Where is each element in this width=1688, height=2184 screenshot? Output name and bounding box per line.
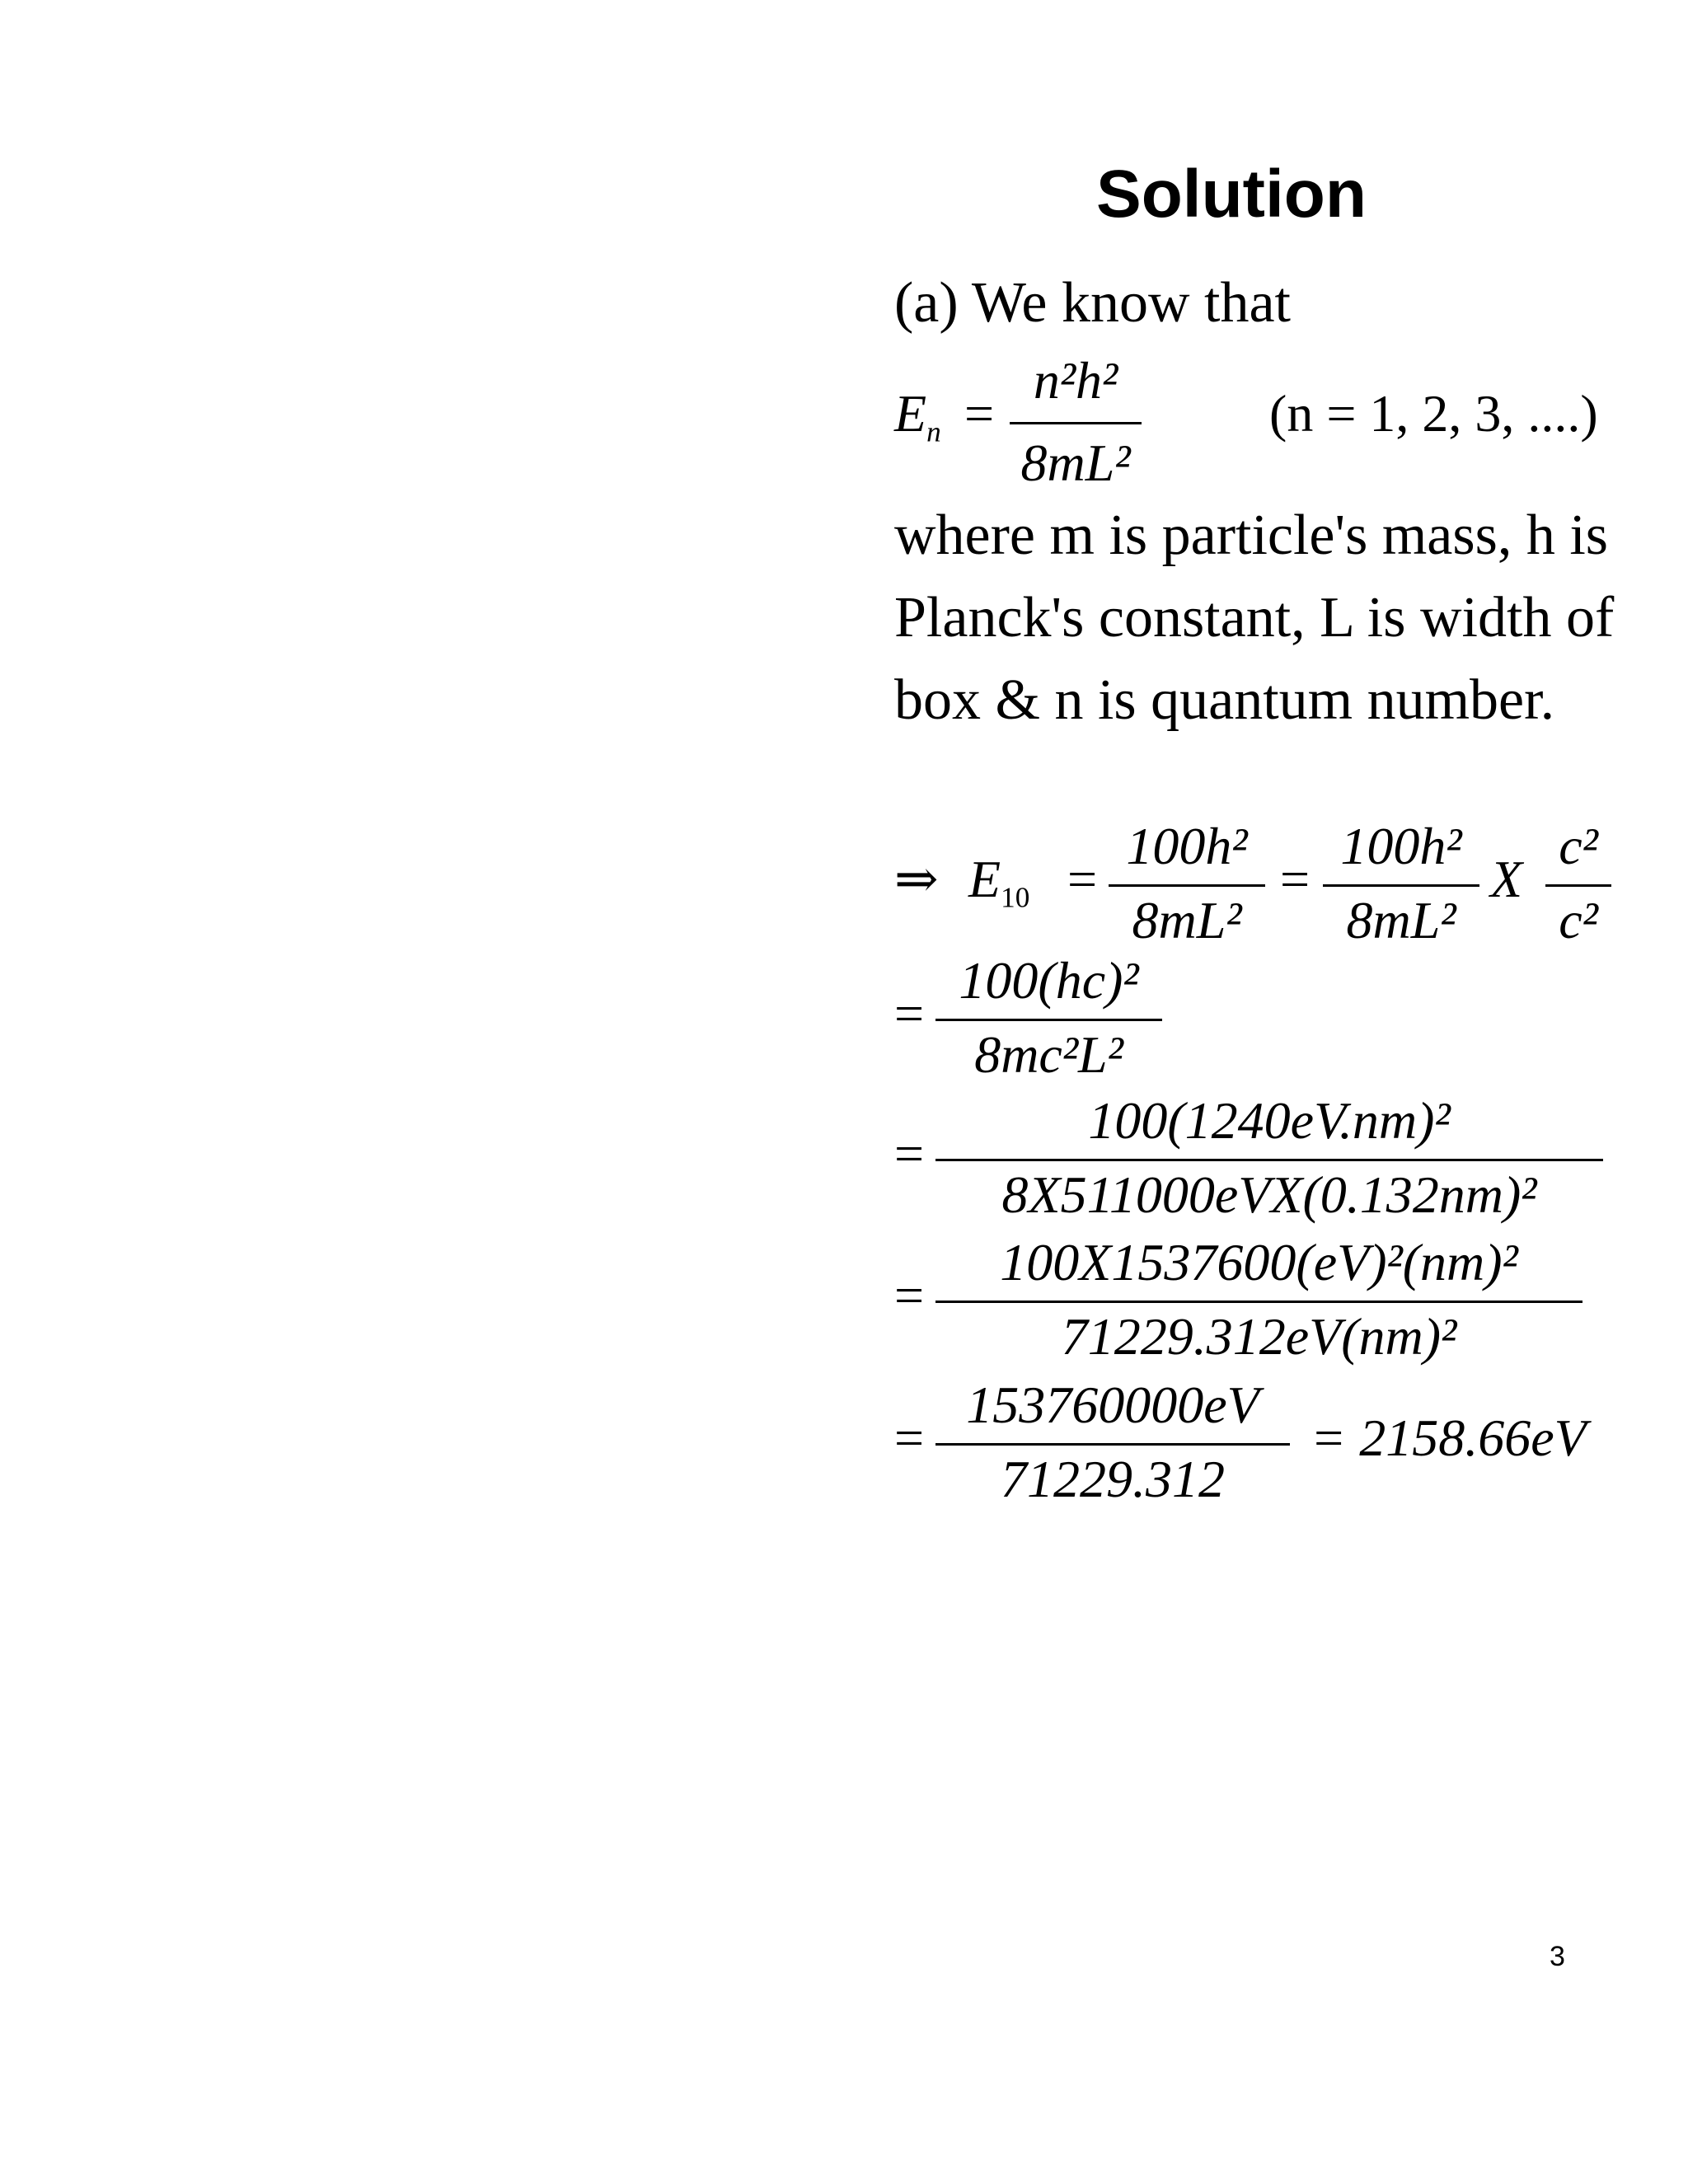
explanation-line-1: where m is particle's mass, h is [894,504,1609,567]
step3-num: 100(1240eV.nm)² [1088,1091,1451,1150]
step1-frac3-den: c² [1559,891,1598,949]
formula-denominator: 8mL² [1020,434,1131,492]
times-x: X [1490,850,1523,908]
fraction-bar [935,1443,1290,1446]
formula-condition: (n = 1, 2, 3, ....) [1269,384,1598,443]
step1-lhs: $E_{10}$ [968,850,1030,914]
fraction-bar [935,1301,1582,1303]
step2-num: 100(hc)² [959,951,1139,1010]
fraction-bar [1010,422,1142,424]
step1-frac2-den: 8mL² [1346,891,1456,949]
step1-frac1-num: 100h² [1126,817,1248,875]
step4-den: 71229.312eV(nm)² [1061,1307,1457,1366]
fraction-bar [1323,884,1479,887]
step3-den: 8X511000eVX(0.132nm)² [1001,1165,1537,1224]
fraction-bar [935,1159,1603,1161]
explanation-line-3: box & n is quantum number. [894,668,1555,732]
step5-num: 153760000eV [966,1376,1259,1434]
formula-numerator: n²h² [1033,351,1118,410]
final-result: = 2158.66eV [1311,1408,1587,1467]
equals-sign: = [1280,850,1311,908]
equals-sign: = [964,384,995,443]
equals-sign: = [894,1124,925,1183]
formula-lhs: $E_n$ [894,384,941,448]
equals-sign: = [894,1408,925,1467]
page-title: Solution [1096,157,1367,232]
fraction-bar [1545,884,1611,887]
page-number: 3 [1550,1941,1565,1972]
equals-sign: = [894,1266,925,1324]
fraction-bar [1109,884,1265,887]
intro-text: (a) We know that [894,271,1291,335]
step1-frac3-num: c² [1559,817,1598,875]
step2-den: 8mc²L² [974,1025,1123,1084]
step1-frac2-num: 100h² [1340,817,1462,875]
equals-sign: = [894,984,925,1043]
implies-arrow: ⇒ [894,850,939,908]
step5-den: 71229.312 [1001,1450,1225,1508]
fraction-bar [935,1019,1162,1021]
step1-frac1-den: 8mL² [1132,891,1242,949]
equals-sign: = [1067,850,1098,908]
explanation-line-2: Planck's constant, L is width of [894,586,1615,649]
step4-num: 100X1537600(eV)²(nm)² [1000,1233,1518,1291]
